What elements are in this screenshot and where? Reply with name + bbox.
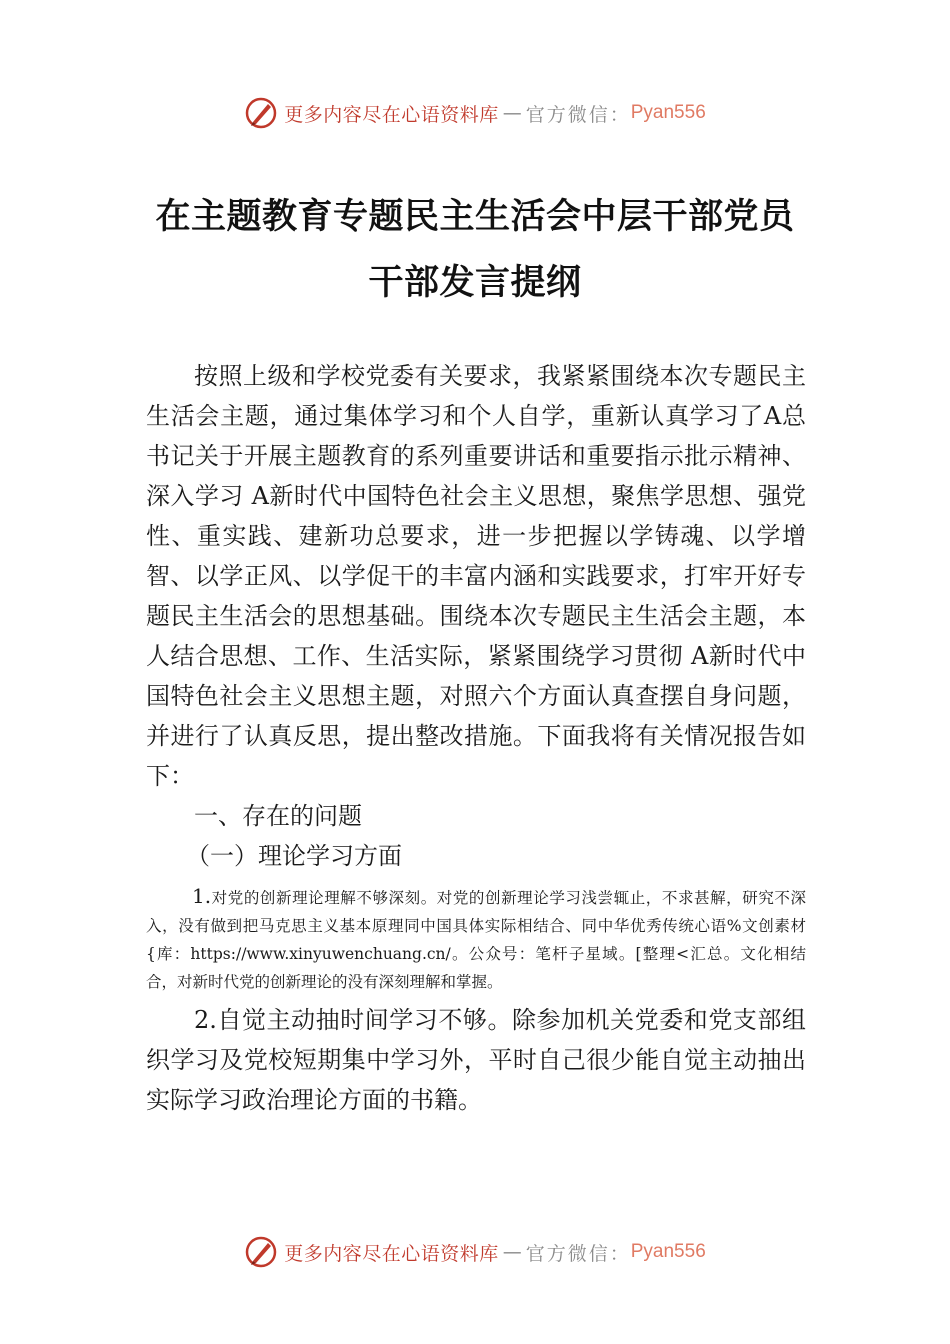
header-separator: — (502, 102, 522, 124)
header-brand-text: 更多内容尽在心语资料库 (284, 103, 499, 126)
footer-banner (0, 1232, 950, 1272)
header-banner (0, 93, 950, 133)
footer-wechat-id: Pyan556 (630, 1241, 706, 1262)
item-1-text: 对党的创新理论理解不够深刻。对党的创新理论学习浅尝辄止，不求甚解，研究不深入，没有做到把马克思主义基本原理同中国具体实际相结合、同中华优秀传统心语%文创素材{库：https://www.xinyuwenchuang.cn/。公众号：笔杆子星域。[整理<汇总。文化相结合，对新时代党的创新理论的没有深刻理解和掌握。 (146, 889, 806, 991)
quill-pen-logo-icon (244, 1235, 278, 1269)
section-heading: 一、存在的问题 (194, 802, 362, 830)
footer-brand-text: 更多内容尽在心语资料库 (284, 1242, 499, 1265)
footer-separator: — (502, 1241, 522, 1263)
item-1-number: 1. (192, 884, 212, 908)
subsection-heading: （一）理论学习方面 (186, 842, 402, 870)
item-1-paragraph (146, 882, 806, 996)
quill-pen-logo-icon (244, 96, 278, 130)
header-wechat-id: Pyan556 (630, 102, 706, 123)
document-title-line1: 在主题教育专题民主生活会中层干部党员 (155, 196, 795, 237)
header-wechat-label: 官方微信： (525, 103, 631, 126)
document-body (146, 356, 806, 1120)
intro-paragraph: 按照上级和学校党委有关要求，我紧紧围绕本次专题民主生活会主题，通过集体学习和个人自学，重新认真学习了A总书记关于开展主题教育的系列重要讲话和重要指示批示精神、深入学习 A新时代中国特色社会主义思想，聚焦学思想、强党性、重实践、建新功总要求，进一步把握以学铸魂、以学增智、以学正风、以学促干的丰富内涵和实践要求，打牢开好专题民主生活会的思想基础。围绕本次专题民主生活会主题，本人结合思想、工作、生活实际，紧紧围绕学习贯彻 A新时代中国特色社会主义思想主题，对照六个方面认真查摆自身问题，并进行了认真反思，提出整改措施。下面我将有关情况报告如下： (146, 362, 806, 790)
document-title-line2: 干部发言提纲 (368, 262, 582, 303)
footer-wechat-label: 官方微信： (525, 1242, 631, 1265)
item-2-paragraph: 2.自觉主动抽时间学习不够。除参加机关党委和党支部组织学习及党校短期集中学习外，平时自己很少能自觉主动抽出实际学习政治理论方面的书籍。 (146, 1006, 806, 1114)
